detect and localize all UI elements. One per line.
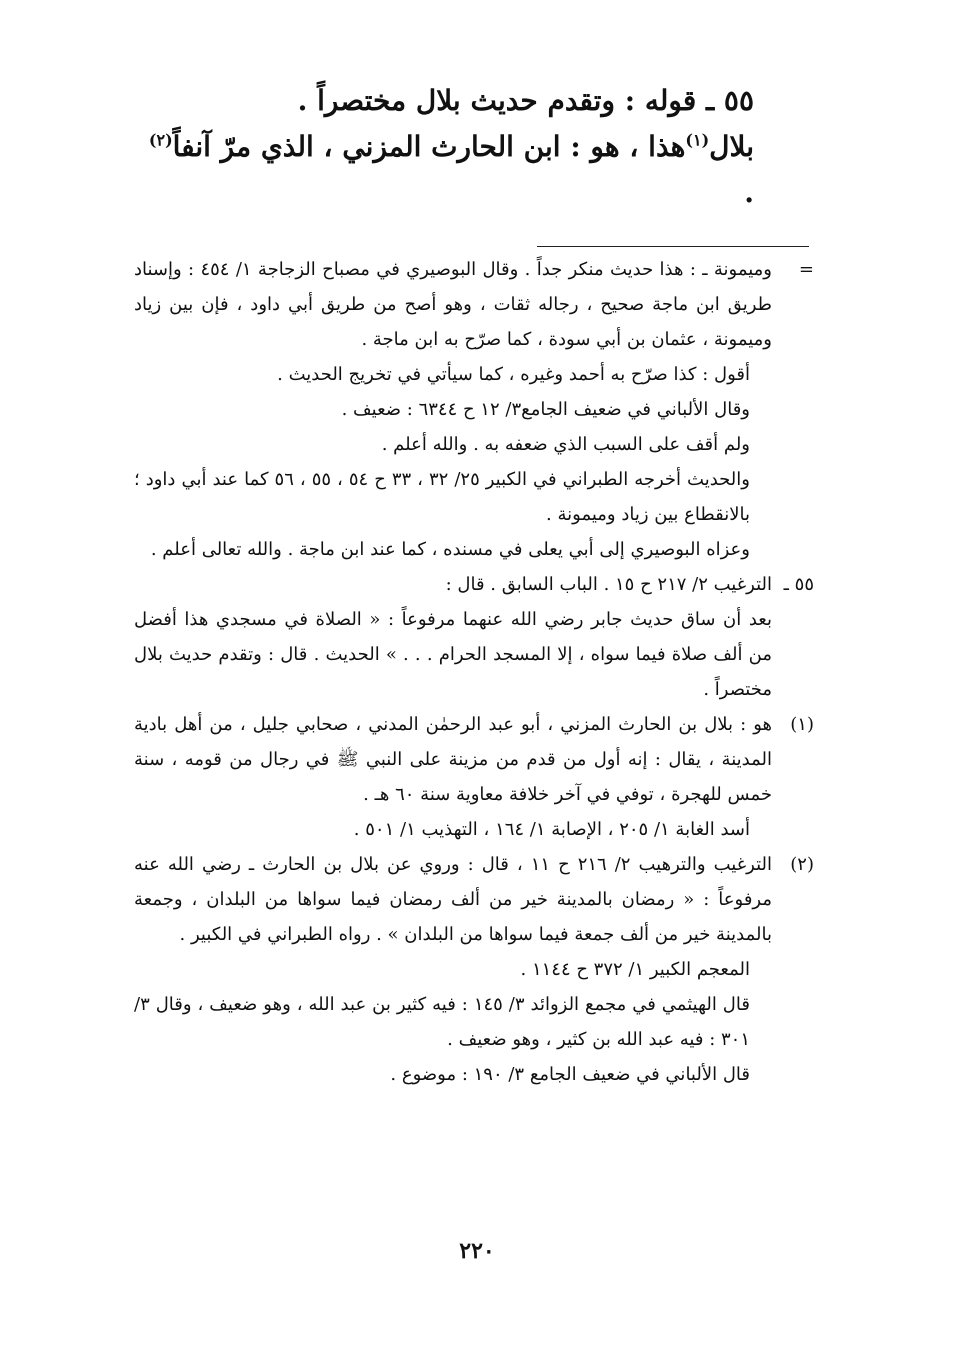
- footnote-2-haythami: قال الهيثمي في مجمع الزوائد ٣/ ١٤٥ : فيه كثير بن عبد الله ، وهو ضعيف ، وقال ٣/ ٣٠١ : فيه عبد الله بن كثير ، وهو ضعيف .: [134, 994, 750, 1050]
- footnote-ref-1: (١): [685, 130, 710, 150]
- main-line-1: ٥٥ ـ قوله : وتقدم حديث بلال مختصراً .: [297, 84, 754, 117]
- footnote-2-mark: (٢): [790, 854, 814, 875]
- footnote-2-albani: قال الألباني في ضعيف الجامع ٣/ ١٩٠ : موضوع .: [390, 1064, 750, 1085]
- footnote-55-mark: ٥٥ ـ: [783, 574, 814, 595]
- continuation-text: وميمونة ـ : هذا حديث منكر جداً . وقال البوصيري في مصباح الزجاجة ١/ ٤٥٤ : وإسناد طريق ابن ماجة صحيح ، رجاله ثقات ، وهو أصح من طريق أبي داود ، فإن بين زياد وميمونة ، عثمان بن أبي سودة ، كما صرّح به ابن ماجة .: [134, 259, 772, 350]
- page-number: ٢٢٠: [459, 1238, 495, 1264]
- footnotes: [134, 252, 814, 1092]
- continuation-tabarani: والحديث أخرجه الطبراني في الكبير ٢٥/ ٣٢ ، ٣٣ ح ٥٤ ، ٥٥ ، ٥٦ كما عند أبي داود ؛ بالانقطاع بين زياد وميمونة .: [134, 469, 750, 525]
- continuation-mark: =: [798, 259, 814, 280]
- footnote-1: [134, 707, 814, 847]
- footnote-separator: [537, 246, 809, 247]
- footnote-55: [134, 567, 814, 707]
- footnote-2-kabir: المعجم الكبير ١/ ٣٧٢ ح ١١٤٤ .: [520, 959, 750, 980]
- continuation-busiri: وعزاه البوصيري إلى أبي يعلى في مسنده ، كما عند ابن ماجة . والله تعالى أعلم .: [150, 539, 750, 560]
- footnote-55-head: الترغيب ٢/ ٢١٧ ح ١٥ . الباب السابق . قال :: [445, 574, 772, 595]
- footnote-2: [134, 847, 814, 1092]
- footnote-55-body: بعد أن ساق حديث جابر رضي الله عنهما مرفوعاً : « الصلاة في مسجدي هذا أفضل من ألف صلاة فيما سواه ، إلا المسجد الحرام . . . » الحديث . قال : وتقدم حديث بلال مختصراً .: [134, 609, 772, 700]
- footnote-2-text: الترغيب والترهيب ٢/ ٢١٦ ح ١١ ، قال : وروي عن بلال بن الحارث ـ رضي الله عنه مرفوعاً : « رمضان بالمدينة خير من ألف رمضان فيما سواها من البلدان ، وجمعة بالمدينة خير من ألف جمعة فيما سواها من البلدان » . رواه الطبراني في الكبير .: [134, 854, 772, 945]
- continuation-aqul: أقول : كذا صرّح به أحمد وغيره ، كما سيأتي في تخريج الحديث .: [277, 364, 750, 385]
- main-line-2-end: .: [744, 176, 754, 209]
- footnote-continuation: [134, 252, 814, 567]
- footnote-1-text: هو : بلال بن الحارث المزني ، أبو عبد الرحمٰن المدني ، صحابي جليل ، من أهل بادية المدينة ، يقال : إنه أول من قدم من مزينة على النبي ﷺ في رجال من قومه ، سنة خمس للهجرة ، توفي في آخر خلافة معاوية سنة ٦٠ هـ .: [134, 714, 772, 805]
- footnote-1-refs: أسد الغابة ١/ ٢٠٥ ، الإصابة ١/ ١٦٤ ، التهذيب ١/ ٥٠١ .: [353, 819, 750, 840]
- main-line-2: [134, 124, 754, 216]
- main-text: [134, 78, 754, 216]
- footnote-ref-2: (٢): [148, 130, 173, 150]
- continuation-albani: وقال الألباني في ضعيف الجامع٣/ ١٢ ح ٦٣٤٤ : ضعيف .: [341, 399, 750, 420]
- footnote-1-mark: (١): [790, 714, 814, 735]
- continuation-lam-aqif: ولم أقف على السبب الذي ضعفه به . والله أعلم .: [381, 434, 750, 455]
- main-line-2-start: بلال: [709, 130, 754, 163]
- main-line-2-middle: هذا ، هو : ابن الحارث المزني ، الذي مرّ آنفاً: [172, 130, 686, 163]
